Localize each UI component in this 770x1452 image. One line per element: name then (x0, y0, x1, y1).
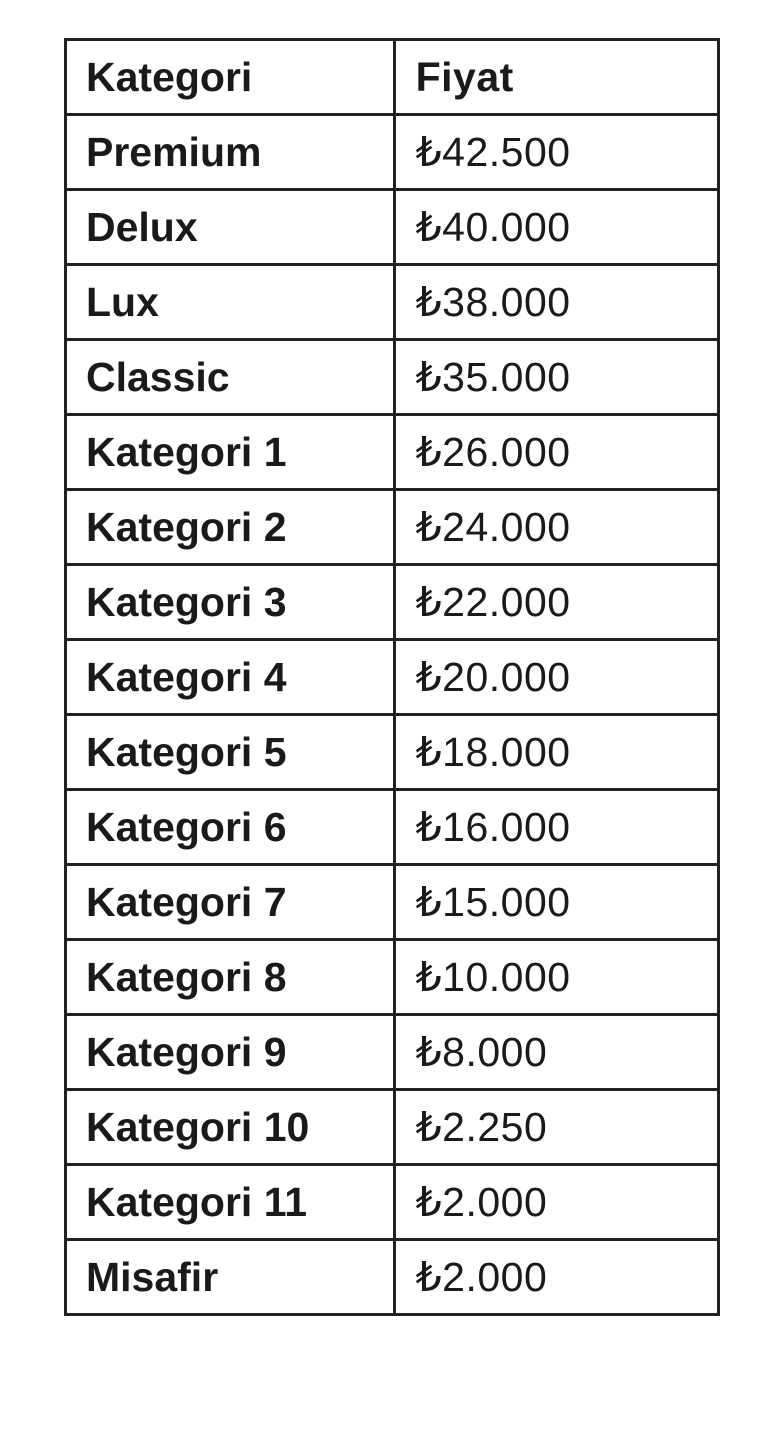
price-cell: ₺16.000 (394, 790, 718, 865)
price-cell: ₺42.500 (394, 115, 718, 190)
category-cell: Lux (66, 265, 395, 340)
table-row (66, 640, 719, 715)
table-row (66, 1240, 719, 1315)
price-cell: ₺2.000 (394, 1240, 718, 1315)
price-cell: ₺38.000 (394, 265, 718, 340)
table-row (66, 265, 719, 340)
price-cell: ₺35.000 (394, 340, 718, 415)
price-cell: ₺18.000 (394, 715, 718, 790)
category-cell: Kategori 7 (66, 865, 395, 940)
price-cell: ₺8.000 (394, 1015, 718, 1090)
table-row (66, 340, 719, 415)
table-row (66, 190, 719, 265)
price-cell: ₺15.000 (394, 865, 718, 940)
header-category: Kategori (66, 40, 395, 115)
table-row (66, 715, 719, 790)
category-cell: Kategori 1 (66, 415, 395, 490)
table-row (66, 790, 719, 865)
category-cell: Kategori 4 (66, 640, 395, 715)
price-cell: ₺2.250 (394, 1090, 718, 1165)
table-row (66, 1015, 719, 1090)
price-table (64, 38, 720, 1316)
category-cell: Classic (66, 340, 395, 415)
category-cell: Premium (66, 115, 395, 190)
table-row (66, 1090, 719, 1165)
category-cell: Kategori 10 (66, 1090, 395, 1165)
table-row (66, 1165, 719, 1240)
header-price: Fiyat (394, 40, 718, 115)
price-cell: ₺24.000 (394, 490, 718, 565)
category-cell: Delux (66, 190, 395, 265)
price-cell: ₺2.000 (394, 1165, 718, 1240)
price-cell: ₺20.000 (394, 640, 718, 715)
price-cell: ₺40.000 (394, 190, 718, 265)
category-cell: Kategori 11 (66, 1165, 395, 1240)
table-row (66, 415, 719, 490)
table-row (66, 940, 719, 1015)
table-header-row (66, 40, 719, 115)
category-cell: Kategori 8 (66, 940, 395, 1015)
table-row (66, 115, 719, 190)
category-cell: Kategori 9 (66, 1015, 395, 1090)
table-row (66, 490, 719, 565)
table-row (66, 565, 719, 640)
category-cell: Kategori 2 (66, 490, 395, 565)
price-cell: ₺22.000 (394, 565, 718, 640)
category-cell: Kategori 5 (66, 715, 395, 790)
price-cell: ₺26.000 (394, 415, 718, 490)
table-row (66, 865, 719, 940)
category-cell: Kategori 6 (66, 790, 395, 865)
price-cell: ₺10.000 (394, 940, 718, 1015)
category-cell: Misafir (66, 1240, 395, 1315)
category-cell: Kategori 3 (66, 565, 395, 640)
